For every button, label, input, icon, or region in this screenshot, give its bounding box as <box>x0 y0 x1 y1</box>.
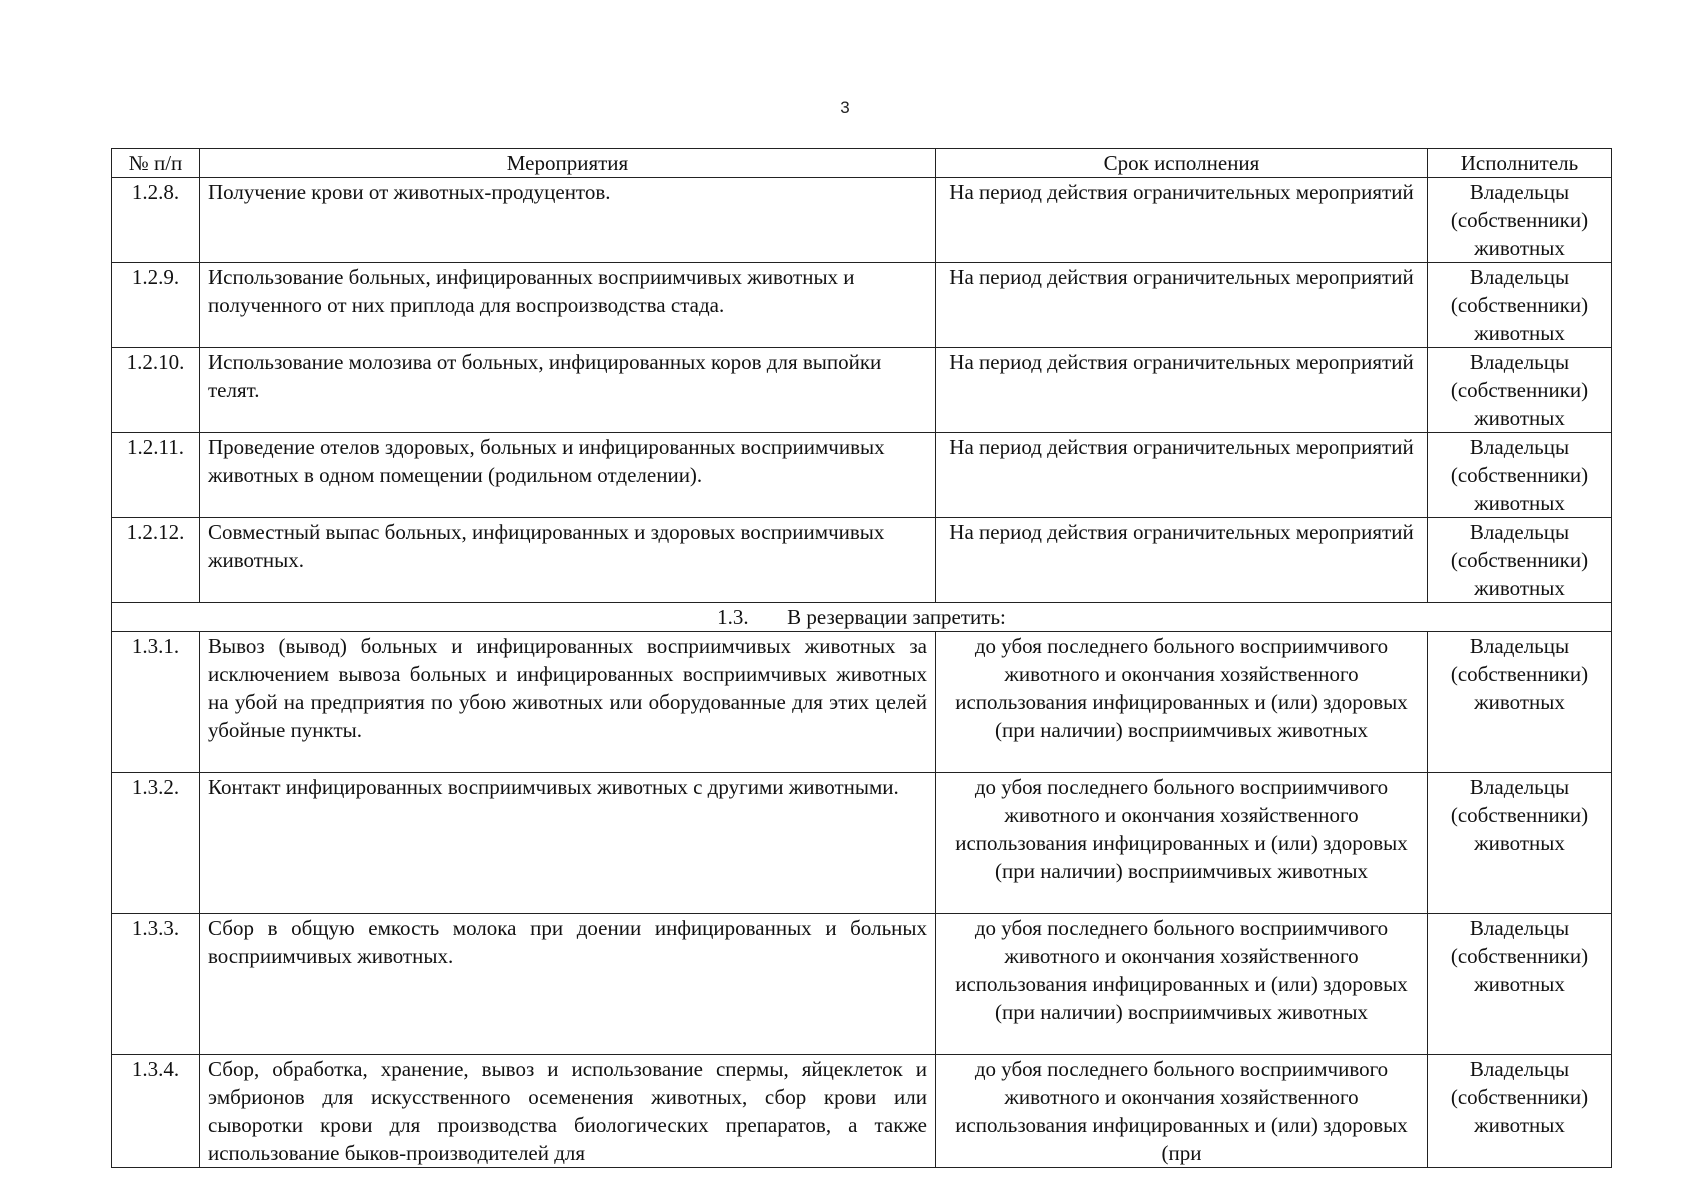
measures-table <box>111 148 1612 1168</box>
row-activity: Совместный выпас больных, инфицированных и здоровых восприимчивых животных. <box>200 518 936 603</box>
table-row <box>112 348 1612 433</box>
row-activity: Вывоз (вывод) больных и инфицированных восприимчивых животных за исключением вывоза больных и инфицированных восприимчивых животных на убой на предприятия по убою животных или оборудованные для этих целей убойные пункты. <box>200 632 936 773</box>
row-executor: Владельцы (собственники) животных <box>1428 1055 1612 1168</box>
row-number: 1.3.1. <box>112 632 200 773</box>
table-row <box>112 632 1612 773</box>
row-number: 1.2.11. <box>112 433 200 518</box>
row-number: 1.2.10. <box>112 348 200 433</box>
row-term: На период действия ограничительных мероприятий <box>936 263 1428 348</box>
table-row <box>112 773 1612 914</box>
header-executor: Исполнитель <box>1428 149 1612 178</box>
page-number: 3 <box>840 98 850 117</box>
row-activity: Контакт инфицированных восприимчивых животных с другими животными. <box>200 773 936 914</box>
row-activity: Использование больных, инфицированных восприимчивых животных и полученного от них приплода для воспроизводства стада. <box>200 263 936 348</box>
header-activity: Мероприятия <box>200 149 936 178</box>
row-number: 1.3.3. <box>112 914 200 1055</box>
row-executor: Владельцы (собственники) животных <box>1428 433 1612 518</box>
section-header-row <box>112 603 1612 632</box>
row-activity: Получение крови от животных-продуцентов. <box>200 178 936 263</box>
row-term: На период действия ограничительных мероприятий <box>936 518 1428 603</box>
table-header-row <box>112 149 1612 178</box>
row-activity: Сбор, обработка, хранение, вывоз и использование спермы, яйцеклеток и эмбрионов для искусственного осеменения животных, сбор крови или сыворотки крови для производства биологических препаратов, а также использование быков-производителей для <box>200 1055 936 1168</box>
row-number: 1.2.9. <box>112 263 200 348</box>
row-number: 1.2.12. <box>112 518 200 603</box>
row-term: до убоя последнего больного восприимчивого животного и окончания хозяйственного использования инфицированных и (или) здоровых (при наличии) восприимчивых животных <box>936 914 1428 1055</box>
row-term: до убоя последнего больного восприимчивого животного и окончания хозяйственного использования инфицированных и (или) здоровых (при наличии) восприимчивых животных <box>936 773 1428 914</box>
table-row <box>112 1055 1612 1168</box>
row-activity: Сбор в общую емкость молока при доении инфицированных и больных восприимчивых животных. <box>200 914 936 1055</box>
table-row <box>112 178 1612 263</box>
row-executor: Владельцы (собственники) животных <box>1428 348 1612 433</box>
header-term: Срок исполнения <box>936 149 1428 178</box>
row-term: На период действия ограничительных мероприятий <box>936 348 1428 433</box>
section-title: В резервации запретить: <box>787 605 1006 629</box>
row-activity: Проведение отелов здоровых, больных и инфицированных восприимчивых животных в одном помещении (родильном отделении). <box>200 433 936 518</box>
row-number: 1.3.2. <box>112 773 200 914</box>
row-executor: Владельцы (собственники) животных <box>1428 773 1612 914</box>
table-row <box>112 263 1612 348</box>
row-number: 1.3.4. <box>112 1055 200 1168</box>
row-term: до убоя последнего больного восприимчивого животного и окончания хозяйственного использования инфицированных и (или) здоровых (при наличии) восприимчивых животных <box>936 632 1428 773</box>
table-row <box>112 433 1612 518</box>
row-executor: Владельцы (собственники) животных <box>1428 263 1612 348</box>
section-number: 1.3. <box>717 605 749 629</box>
table-row <box>112 914 1612 1055</box>
row-executor: Владельцы (собственники) животных <box>1428 632 1612 773</box>
row-term: На период действия ограничительных мероприятий <box>936 433 1428 518</box>
row-term: На период действия ограничительных мероприятий <box>936 178 1428 263</box>
header-num: № п/п <box>112 149 200 178</box>
row-executor: Владельцы (собственники) животных <box>1428 178 1612 263</box>
table-row <box>112 518 1612 603</box>
row-number: 1.2.8. <box>112 178 200 263</box>
row-executor: Владельцы (собственники) животных <box>1428 518 1612 603</box>
row-executor: Владельцы (собственники) животных <box>1428 914 1612 1055</box>
row-term: до убоя последнего больного восприимчивого животного и окончания хозяйственного использования инфицированных и (или) здоровых (при <box>936 1055 1428 1168</box>
row-activity: Использование молозива от больных, инфицированных коров для выпойки телят. <box>200 348 936 433</box>
section-header <box>112 603 1612 632</box>
